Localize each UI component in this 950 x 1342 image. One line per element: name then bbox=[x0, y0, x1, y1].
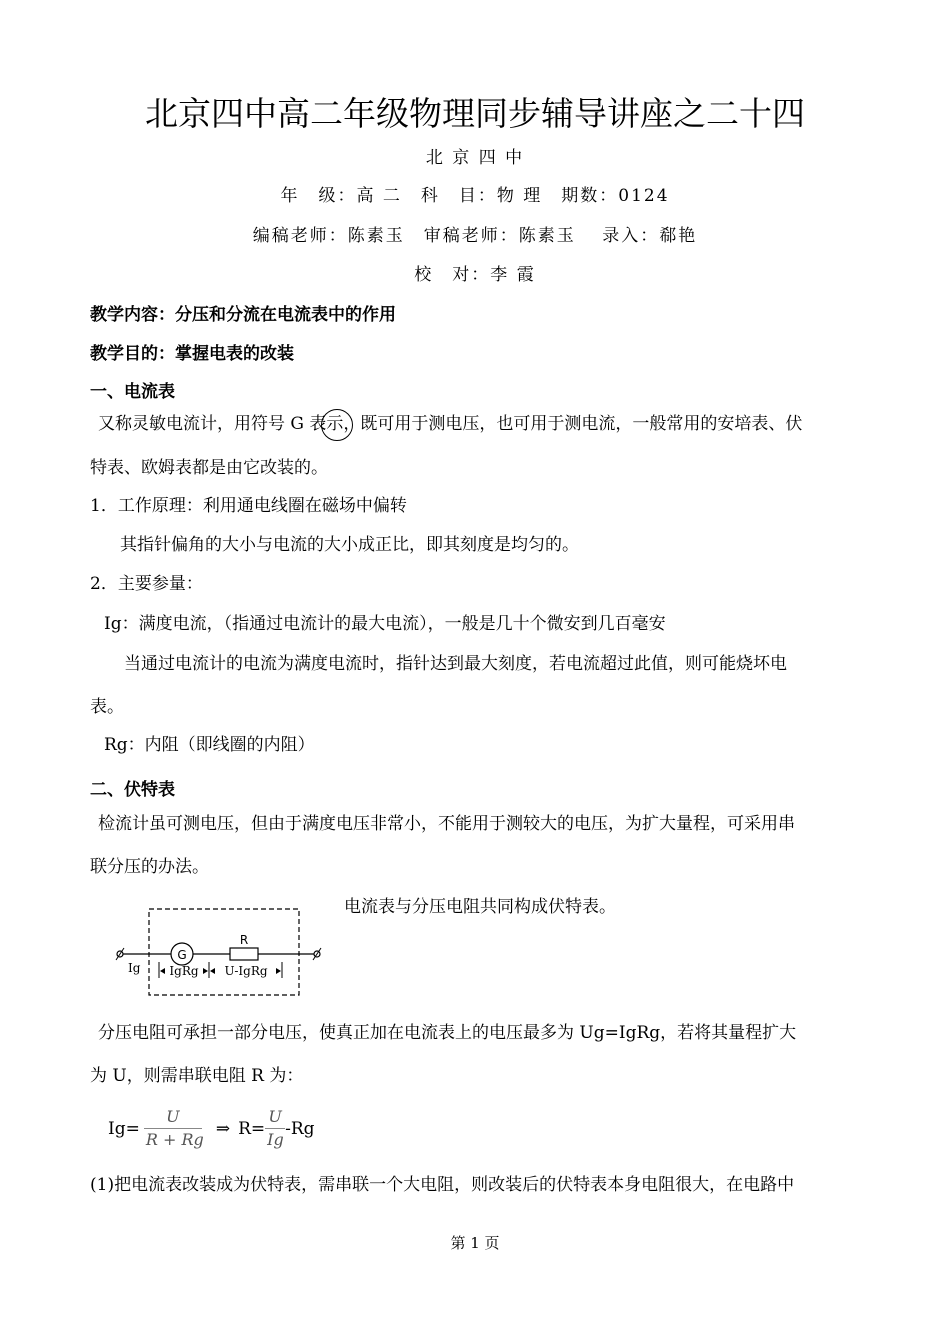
arrow-head-4 bbox=[276, 968, 281, 974]
formula-fraction-2 bbox=[265, 1106, 285, 1151]
fraction1-denominator: R + Rg bbox=[145, 1130, 204, 1149]
page-title: 北京四中高二年级物理同步辅导讲座之二十四 bbox=[145, 94, 805, 133]
section1-heading: 一、电流表 bbox=[90, 382, 175, 402]
fraction2-numerator: U bbox=[268, 1107, 282, 1126]
item2-parameters: 2．主要参量： bbox=[90, 574, 203, 594]
section2-paragraph2-line2: 为 U，则需串联电阻 R 为： bbox=[90, 1066, 304, 1086]
rg-definition: Rg：内阻（即线圈的内阻） bbox=[104, 735, 315, 755]
meta-grade-subject: 年 级：高 二 科 目：物 理 期数：0124 bbox=[280, 186, 670, 206]
ig-description-line1: 当通过电流计的电流为满度电流时，指针达到最大刻度，若电流超过此值，则可能烧坏电 bbox=[124, 654, 787, 674]
formula-ig-lhs: Ig= bbox=[108, 1118, 140, 1139]
arrow-head-3 bbox=[210, 968, 215, 974]
school-name: 北 京 四 中 bbox=[425, 148, 525, 168]
meta-proofreader: 校 对：李 霞 bbox=[414, 265, 536, 285]
section2-paragraph2-line1: 分压电阻可承担一部分电压，使真正加在电流表上的电压最多为 Ug=IgRg，若将其量程扩大 bbox=[98, 1023, 797, 1043]
diagram-caption: 电流表与分压电阻共同构成伏特表。 bbox=[344, 897, 616, 917]
section2-paragraph-line2: 联分压的办法。 bbox=[90, 857, 209, 877]
formula-tail: -Rg bbox=[285, 1118, 315, 1139]
section1-paragraph-line2: 特表、欧姆表都是由它改装的。 bbox=[90, 458, 328, 478]
arrow-head-1 bbox=[160, 968, 165, 974]
meta-editors: 编稿老师：陈素玉 审稿老师：陈素玉 录入：郗艳 bbox=[252, 226, 698, 246]
voltmeter-circuit-diagram bbox=[112, 902, 327, 1002]
item1-principle: 1．工作原理：利用通电线圈在磁场中偏转 bbox=[90, 496, 407, 516]
section2-paragraph-line1: 检流计虽可测电压，但由于满度电压非常小，不能用于测较大的电压，为扩大量程，可采用串 bbox=[98, 814, 795, 834]
current-label: Ig bbox=[128, 961, 141, 975]
page-number: 第 1 页 bbox=[450, 1234, 500, 1252]
section1-paragraph-text: 又称灵敏电流计，用符号 G 表示，既可用于测电压，也可用于测电流，一般常用的安培表、伏 bbox=[98, 414, 803, 434]
section2-heading: 二、伏特表 bbox=[90, 780, 175, 800]
formula-fraction-1 bbox=[144, 1106, 202, 1151]
ig-description-line2: 表。 bbox=[90, 697, 124, 717]
note1: (1)把电流表改装成为伏特表，需串联一个大电阻，则改装后的伏特表本身电阻很大，在电路中 bbox=[90, 1175, 795, 1195]
item1-description: 其指针偏角的大小与电流的大小成正比，即其刻度是均匀的。 bbox=[120, 535, 579, 555]
fraction1-numerator: U bbox=[166, 1107, 180, 1126]
resistor-label: R bbox=[239, 933, 249, 947]
galvanometer-label: G bbox=[177, 948, 187, 962]
voltage-label-r: U-IgRg bbox=[224, 964, 268, 978]
teaching-goal: 教学目的：掌握电表的改装 bbox=[90, 344, 294, 364]
implies-arrow: ⇒ bbox=[215, 1118, 231, 1139]
ig-definition: Ig：满度电流，（指通过电流计的最大电流），一般是几十个微安到几百毫安 bbox=[104, 614, 666, 634]
resistor-icon bbox=[230, 948, 258, 960]
arrow-head-2 bbox=[203, 968, 208, 974]
formula-row bbox=[108, 1106, 315, 1151]
fraction2-denominator: Ig bbox=[267, 1130, 284, 1149]
section1-paragraph-line1 bbox=[98, 414, 802, 434]
voltage-label-g: IgRg bbox=[169, 964, 199, 978]
formula-r-lhs: R= bbox=[238, 1118, 266, 1139]
teaching-content: 教学内容：分压和分流在电流表中的作用 bbox=[90, 305, 396, 325]
galvanometer-symbol-icon bbox=[321, 409, 353, 441]
